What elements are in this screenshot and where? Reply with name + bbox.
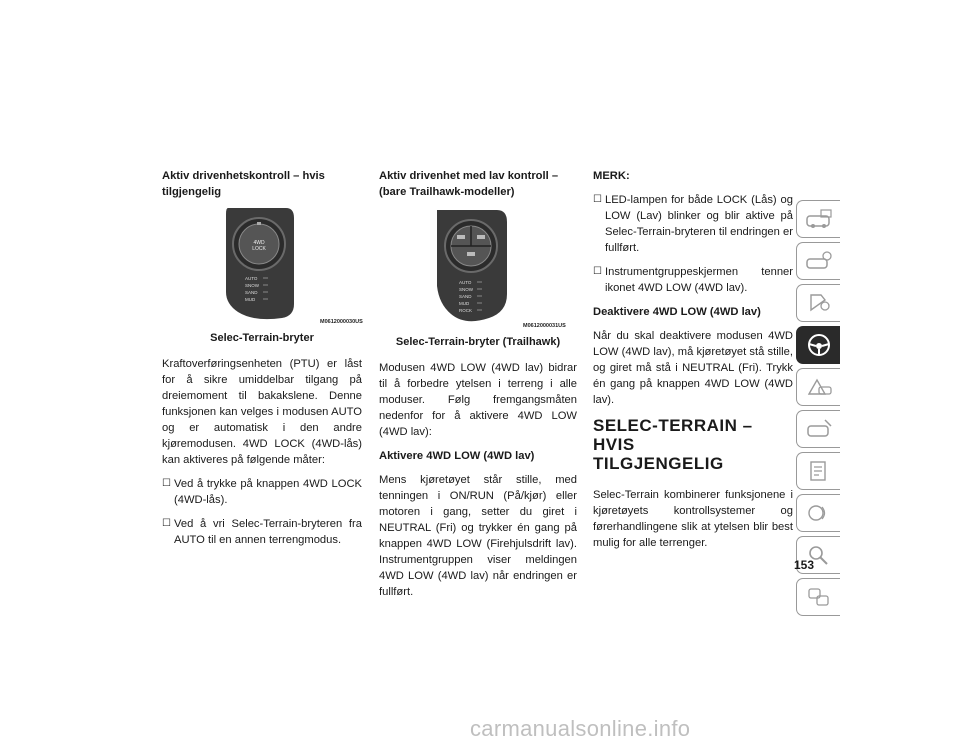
- tab-car-key[interactable]: [796, 242, 840, 280]
- car-safety-icon: [805, 292, 833, 314]
- column-2: [379, 168, 577, 608]
- mode-label: SAND: [245, 290, 258, 295]
- figure-code: M0612000030US: [320, 319, 363, 325]
- checkbox-bullet-icon: ☐: [593, 194, 602, 205]
- tab-steering-wheel[interactable]: [796, 326, 840, 364]
- list-item: ☐ Instrumentgruppeskjermen tenner ikonet 4WD LOW (4WD lav).: [593, 266, 793, 294]
- car-key-icon: [805, 250, 833, 272]
- column-1: [162, 168, 362, 556]
- chapter-tabs: [796, 200, 840, 620]
- mode-label: MUD: [245, 297, 256, 302]
- note-label: MERK:: [593, 170, 630, 182]
- section-title: SELEC-TERRAIN – HVIS TILGJENGELIG: [593, 416, 753, 473]
- selec-terrain-switch-image: [162, 208, 362, 330]
- watermark: carmanualsonline.info: [470, 716, 691, 741]
- language-icon: [805, 586, 833, 608]
- mode-label: AUTO: [459, 280, 472, 285]
- lock-label-line1: 4WD: [253, 240, 265, 246]
- checkbox-bullet-icon: ☐: [162, 518, 171, 529]
- car-dashboard-icon: [805, 208, 833, 230]
- figure-caption: Selec-Terrain-bryter (Trailhawk): [395, 336, 561, 348]
- checkbox-bullet-icon: ☐: [593, 266, 602, 277]
- figure-code: M0612000031US: [523, 323, 566, 329]
- figure-selec-terrain-switch-trailhawk: [379, 206, 577, 328]
- lock-label-line2: LOCK: [252, 246, 266, 252]
- checkbox-bullet-icon: ☐: [162, 478, 171, 489]
- paragraph: Kraftoverføringsenheten (PTU) er låst for å sikre umiddelbar tilgang på dreiemoment til bakakslene. Denne funksjonen kan velges i modusen AUTO og er automatisk i den andre kjøremodusen. 4WD LOCK (4WD-lås) kan aktiveres på følgende måter:: [162, 358, 362, 466]
- subheading-activate: Aktivere 4WD LOW (4WD lav): [379, 450, 535, 462]
- tab-specifications[interactable]: [796, 452, 840, 490]
- paragraph: Selec-Terrain kombinerer funksjonene i kjøretøyets kontrollsystemer og førerhandlingene slik at ytelsen blir best mulig for alle terrenger.: [593, 489, 793, 549]
- mode-label: AUTO: [245, 276, 258, 281]
- mode-label: SNOW: [245, 283, 259, 288]
- tab-car-dashboard[interactable]: [796, 200, 840, 238]
- mode-label: SAND: [459, 294, 472, 299]
- steering-wheel-icon: [805, 332, 833, 358]
- car-warning-icon: [805, 376, 833, 398]
- tab-multimedia[interactable]: [796, 494, 840, 532]
- mode-label: MUD: [459, 301, 470, 306]
- mode-label: ROCK: [459, 308, 473, 313]
- tab-car-safety[interactable]: [796, 284, 840, 322]
- figure-selec-terrain-switch: [162, 208, 362, 330]
- tab-car-service[interactable]: [796, 410, 840, 448]
- tab-car-warning[interactable]: [796, 368, 840, 406]
- mode-label: SNOW: [459, 287, 473, 292]
- list-item: ☐ Ved å vri Selec-Terrain-bryteren fra AUTO til en annen terrengmodus.: [162, 518, 362, 546]
- paragraph: Når du skal deaktivere modusen 4WD LOW (4WD lav), må kjøretøyet stå stille, og giret må stå i NEUTRAL (Fri). Trykk én gang på knappen 4WD LOW (4WD lav).: [593, 330, 793, 406]
- tab-language[interactable]: [796, 578, 840, 616]
- car-service-icon: [805, 418, 833, 440]
- specifications-icon: [805, 460, 833, 482]
- figure-caption: Selec-Terrain-bryter: [210, 332, 314, 344]
- subheading-deactivate: Deaktivere 4WD LOW (4WD lav): [593, 306, 761, 318]
- page-number: 153: [794, 558, 815, 572]
- section-heading-low-drive: Aktiv drivenhet med lav kontroll – (bare Trailhawk-modeller): [379, 170, 559, 198]
- paragraph: Modusen 4WD LOW (4WD lav) bidrar til å forbedre ytelsen i terreng i alle moduser. Følg fremgangsmåten nedenfor for å aktivere 4WD LOW (4WD lav):: [379, 362, 577, 438]
- list-item: ☐ Ved å trykke på knappen 4WD LOCK (4WD-lås).: [162, 478, 362, 506]
- section-heading-active-drive: Aktiv drivenhetskontroll – hvis tilgjengelig: [162, 170, 325, 198]
- paragraph: Mens kjøretøyet står stille, med tenningen i ON/RUN (På/kjør) eller motoren i gang, setter du giret i NEUTRAL (Fri) og trykker én gang på knappen 4WD LOW (Firehjulsdrift lav). Instrumentgruppen viser meldingen 4WD LOW (4WD lav) når endringen er fullført.: [379, 474, 577, 598]
- selec-terrain-trailhawk-image: [379, 206, 577, 328]
- list-item: ☐ LED-lampen for både LOCK (Lås) og LOW (Lav) blinker og blir aktive på Selec-Terrain-bryteren til endringen er fullført.: [593, 194, 793, 254]
- multimedia-icon: [805, 502, 833, 524]
- column-3: [593, 168, 793, 559]
